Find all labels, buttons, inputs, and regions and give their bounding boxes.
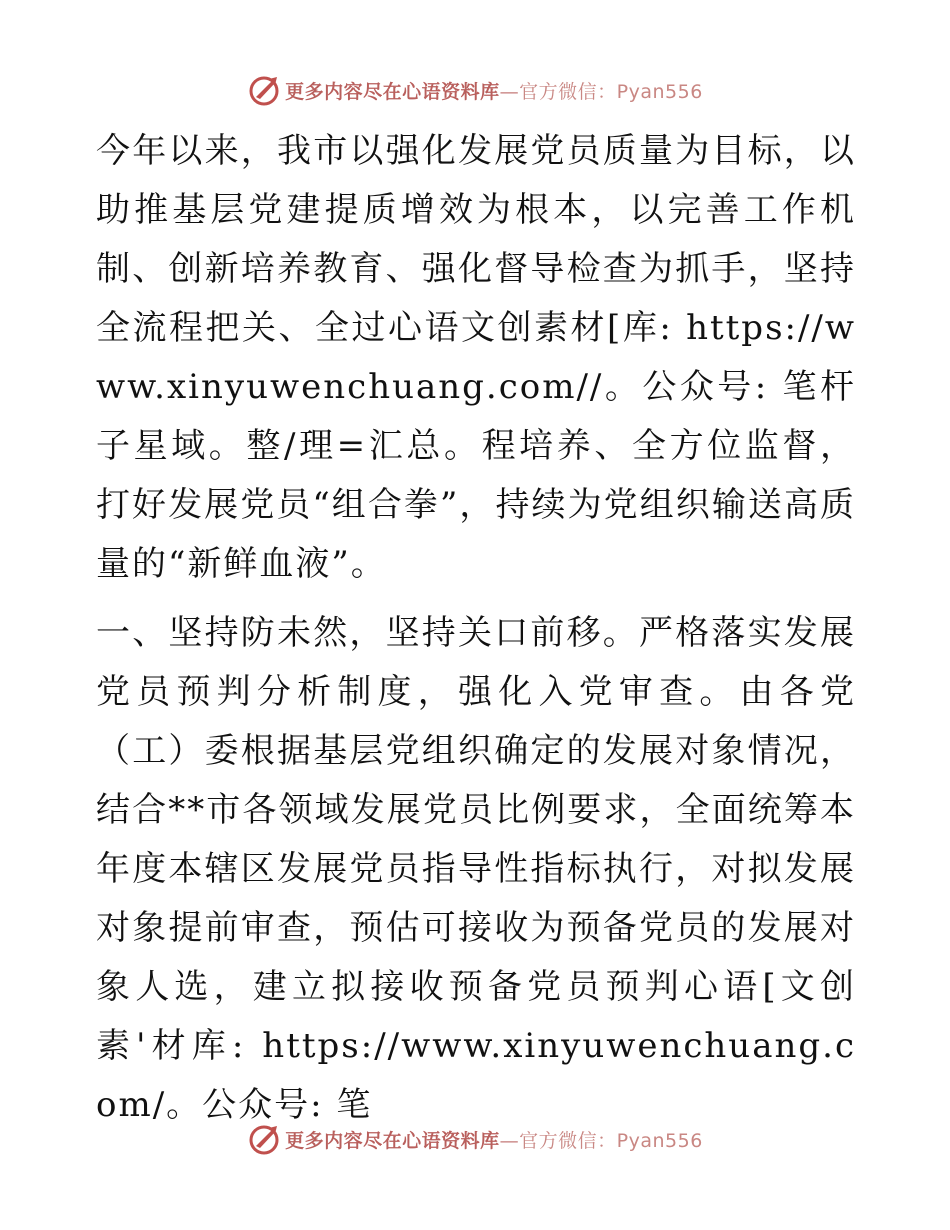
header-watermark-banner (0, 70, 950, 110)
paragraph-section-one: 一、坚持防未然，坚持关口前移。严格落实发展党员预判分析制度，强化入党审查。由各党（工）委根据基层党组织确定的发展对象情况，结合**市各领域发展党员比例要求，全面统筹本年度本辖区发展党员指导性指标执行，对拟发展对象提前审查，预估可接收为预备党员的发展对象人选，建立拟接收预备党员预判心语[文创素'材库: https://www.xinyuwenchuang.com/。公众号: 笔 (96, 613, 856, 1125)
footer-watermark-banner (0, 1119, 950, 1159)
header-watermark-separator: — (499, 80, 520, 103)
header-watermark-text (285, 77, 703, 104)
header-watermark-brand: 更多内容尽在心语资料库 (285, 80, 500, 103)
footer-watermark-text (285, 1126, 703, 1153)
footer-watermark-separator: — (499, 1129, 520, 1152)
header-watermark-wechat: 官方微信：Pyan556 (519, 80, 703, 103)
document-body (96, 122, 856, 1145)
quill-seal-icon (247, 1122, 281, 1156)
footer-watermark-wechat: 官方微信：Pyan556 (519, 1129, 703, 1152)
paragraph-intro: 今年以来，我市以强化发展党员质量为目标，以助推基层党建提质增效为根本，以完善工作机制、创新培养教育、强化督导检查为抓手，坚持全流程把关、全过心语文创素材[库: https://www.xinyuwenchuang.com//。公众号: 笔杆子星域。整/理=汇总。程培养、全方位监督，打好发展党员“组合拳”，持续为党组织输送高质量的“新鲜血液”。 (96, 131, 856, 584)
footer-watermark-brand: 更多内容尽在心语资料库 (285, 1129, 500, 1152)
quill-seal-icon (247, 73, 281, 107)
